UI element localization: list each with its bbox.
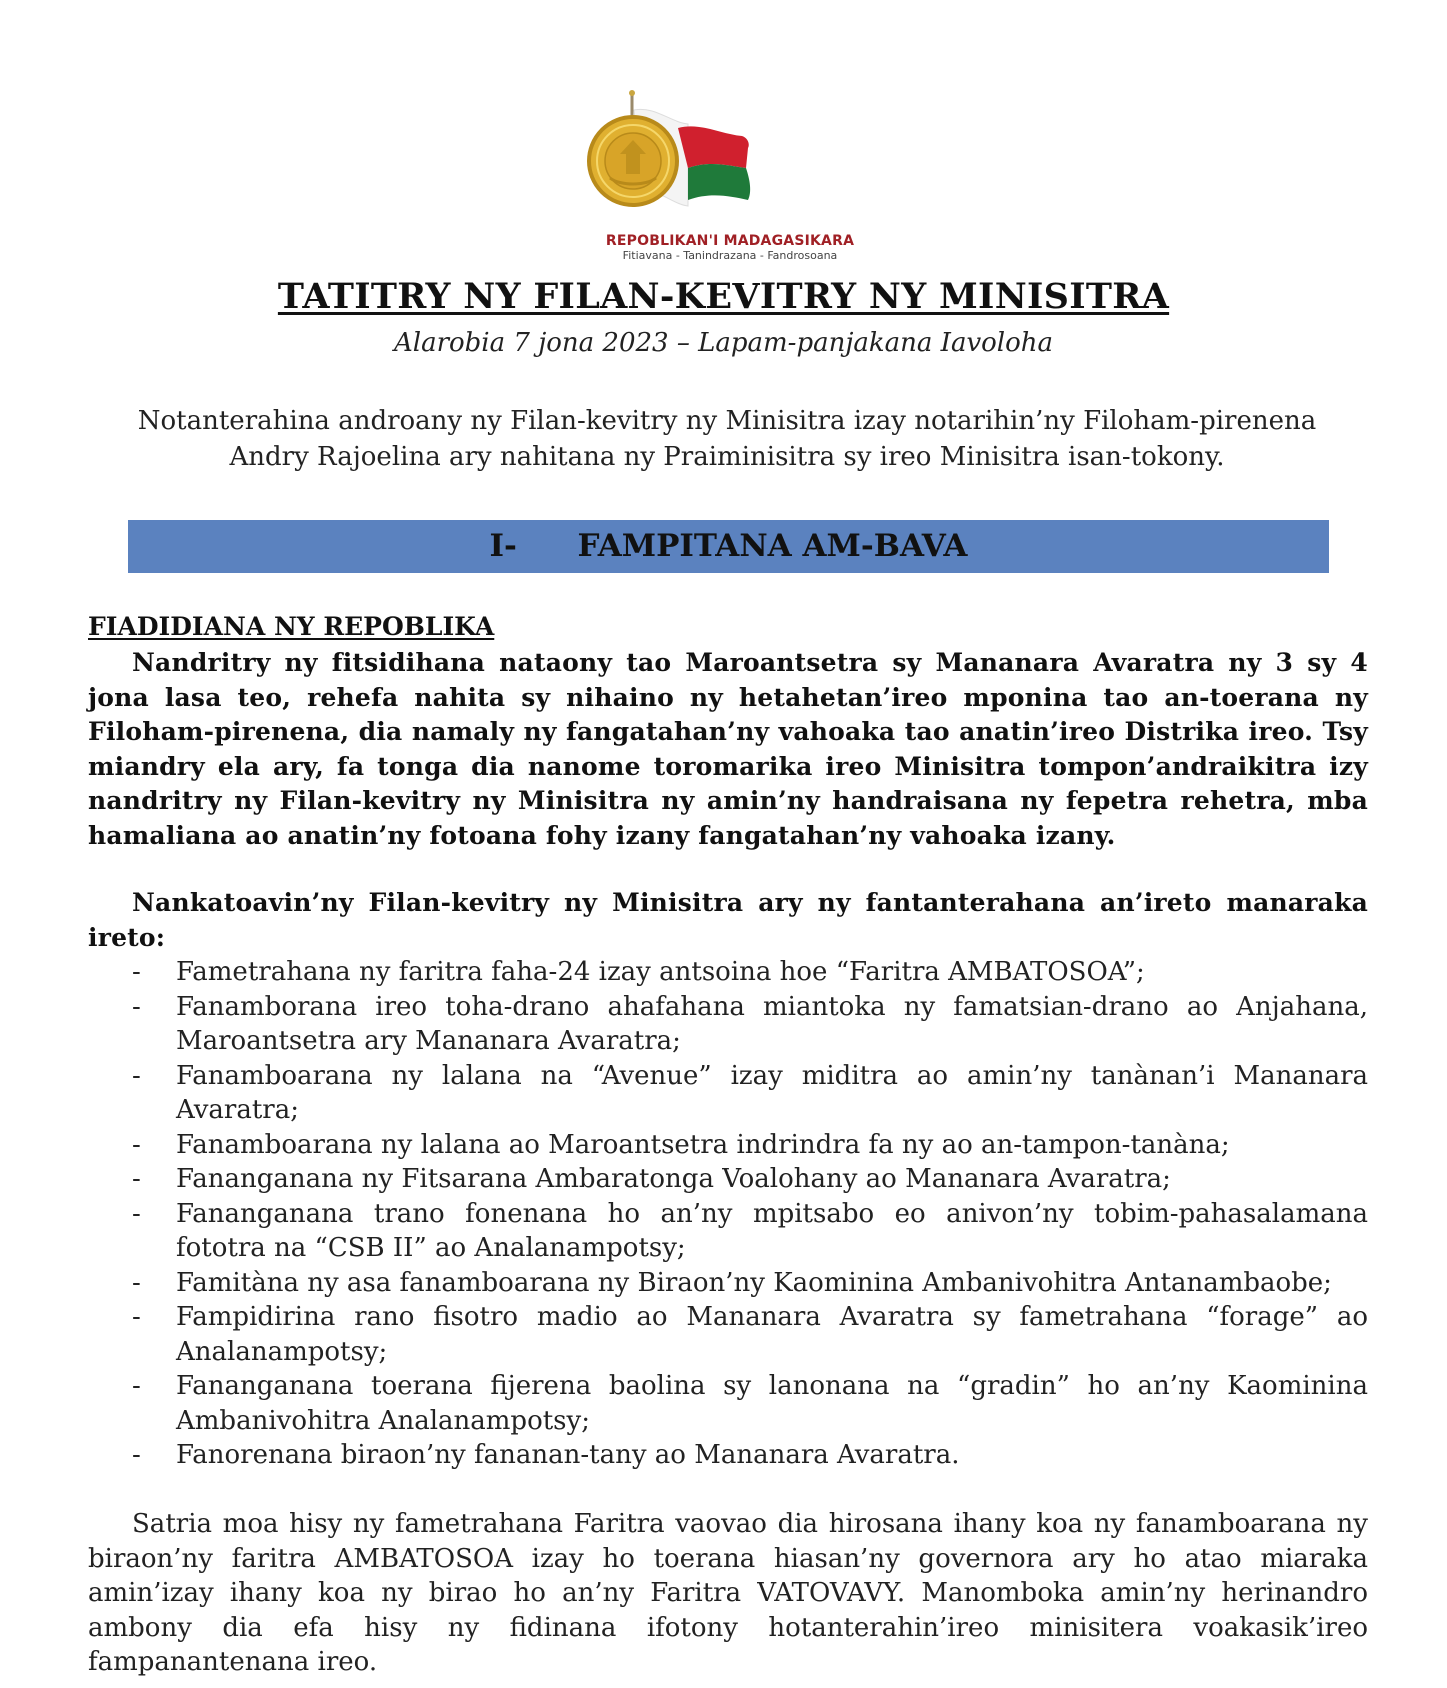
emblem <box>580 88 880 260</box>
document-date: Alarobia 7 jona 2023 – Lapam-panjakana Iavoloha <box>393 328 1054 358</box>
list-item <box>88 1128 1368 1163</box>
list-item <box>88 1369 1368 1438</box>
list-item-text: Fanamborana ireo toha-drano ahafahana miantoka ny famatsian-drano ao Anjahana, Maroantsetra ary Mananara Avaratra; <box>176 991 1368 1056</box>
dash-bullet: - <box>132 1060 141 1091</box>
paragraph-visit: Nandritry ny fitsidihana nataony tao Maroantsetra sy Mananara Avaratra ny 3 sy 4 jona lasa teo, rehefa nahita sy nihaino ny hetahetan’ireo mponina tao an-toerana ny Filoham-pirenena, dia namaly ny fangatahan’ny vahoaka tao anatin’ireo Distrika ireo. Tsy miandry ela ary, fa tonga dia nanome toromarika ireo Minisitra tompon’andraikitra izy nandritry ny Filan-kevitry ny Minisitra ny amin’ny handraisana ny fepetra rehetra, mba hamaliana ao anatin’ny fotoana fohy izany fangatahan’ny vahoaka izany. <box>88 648 1368 850</box>
list-item <box>88 1300 1368 1369</box>
decision-list <box>88 955 1368 1473</box>
subsection-heading: FIADIDIANA NY REPOBLIKA <box>88 612 495 641</box>
dash-bullet: - <box>132 1164 141 1194</box>
list-item-text: Fananganana trano fonenana ho an’ny mpitsabo eo anivon’ny tobim-pahasalamana fototra na “CSB II” ao Analanampotsy; <box>176 1198 1368 1263</box>
dash-bullet: - <box>132 1267 141 1298</box>
dash-bullet: - <box>132 1440 141 1470</box>
section-header <box>128 520 1329 573</box>
madagascar-emblem-icon <box>580 88 880 233</box>
emblem-motto: Fitiavana - Tanindrazana - Fandrosoana <box>622 249 838 262</box>
paragraph-approval: Nankatoavin’ny Filan-kevitry ny Minisitra ary ny fantanterahana an’ireto manaraka ireto: <box>88 888 1368 952</box>
paragraph-new-region: Satria moa hisy ny fametrahana Faritra vaovao dia hirosana ihany koa ny fanamboarana ny biraon’ny faritra AMBATOSOA izay ho toerana hiasan’ny governora ary ho atao miaraka amin’izay ihany koa ny birao ho an’ny Faritra VATOVAVY. Manomboka amin’ny herinandro ambony dia efa hisy ny fidinana ifotony hotanterahin’ireo minisitera voakasik’ireo fampanantenana ireo. <box>88 1509 1368 1677</box>
list-item-text: Fanamboarana ny lalana ao Maroantsetra indrindra fa ny ao an-tampon-tanàna; <box>176 1129 1230 1160</box>
section-number: I- <box>489 528 517 564</box>
dash-bullet: - <box>132 957 141 987</box>
list-item <box>88 1438 1368 1473</box>
list-item <box>88 1197 1368 1266</box>
dash-bullet: - <box>132 991 141 1022</box>
list-item <box>88 1162 1368 1197</box>
emblem-title: REPOBLIKAN'I MADAGASIKARA <box>605 233 855 249</box>
seal-icon <box>589 117 677 205</box>
list-item-text: Fanamboarana ny lalana na “Avenue” izay miditra ao amin’ny tanànan’i Mananara Avaratra; <box>176 1060 1368 1125</box>
document-title: TATITRY NY FILAN-KEVITRY NY MINISITRA <box>277 276 1170 317</box>
list-item <box>88 955 1368 990</box>
dash-bullet: - <box>132 1129 141 1160</box>
intro-paragraph: Notanterahina androany ny Filan-kevitry ny Minisitra izay notarihin’ny Filoham-pirenena Andry Rajoelina ary nahitana ny Praiminisitra sy ireo Minisitra isan-tokony. <box>137 406 1317 472</box>
section-title: FAMPITANA AM-BAVA <box>577 528 968 564</box>
list-item-text: Fanorenana biraon’ny fananan-tany ao Mananara Avaratra. <box>176 1440 960 1470</box>
list-item <box>88 1059 1368 1128</box>
list-item <box>88 1266 1368 1301</box>
dash-bullet: - <box>132 1198 141 1229</box>
dash-bullet: - <box>132 1302 141 1332</box>
list-item-text: Fampidirina rano fisotro madio ao Mananara Avaratra sy fametrahana “forage” ao Analanampotsy; <box>176 1302 1368 1367</box>
list-item-text: Fananganana ny Fitsarana Ambaratonga Voalohany ao Mananara Avaratra; <box>176 1164 1171 1194</box>
dash-bullet: - <box>132 1371 141 1401</box>
list-item <box>88 990 1368 1059</box>
list-item-text: Fametrahana ny faritra faha-24 izay antsoina hoe “Faritra AMBATOSOA”; <box>176 957 1145 987</box>
list-item-text: Fananganana toerana fijerena baolina sy lanonana na “gradin” ho an’ny Kaominina Ambanivohitra Analanampotsy; <box>176 1371 1368 1436</box>
list-item-text: Famitàna ny asa fanamboarana ny Biraon’ny Kaominina Ambanivohitra Antanambaobe; <box>176 1267 1332 1298</box>
